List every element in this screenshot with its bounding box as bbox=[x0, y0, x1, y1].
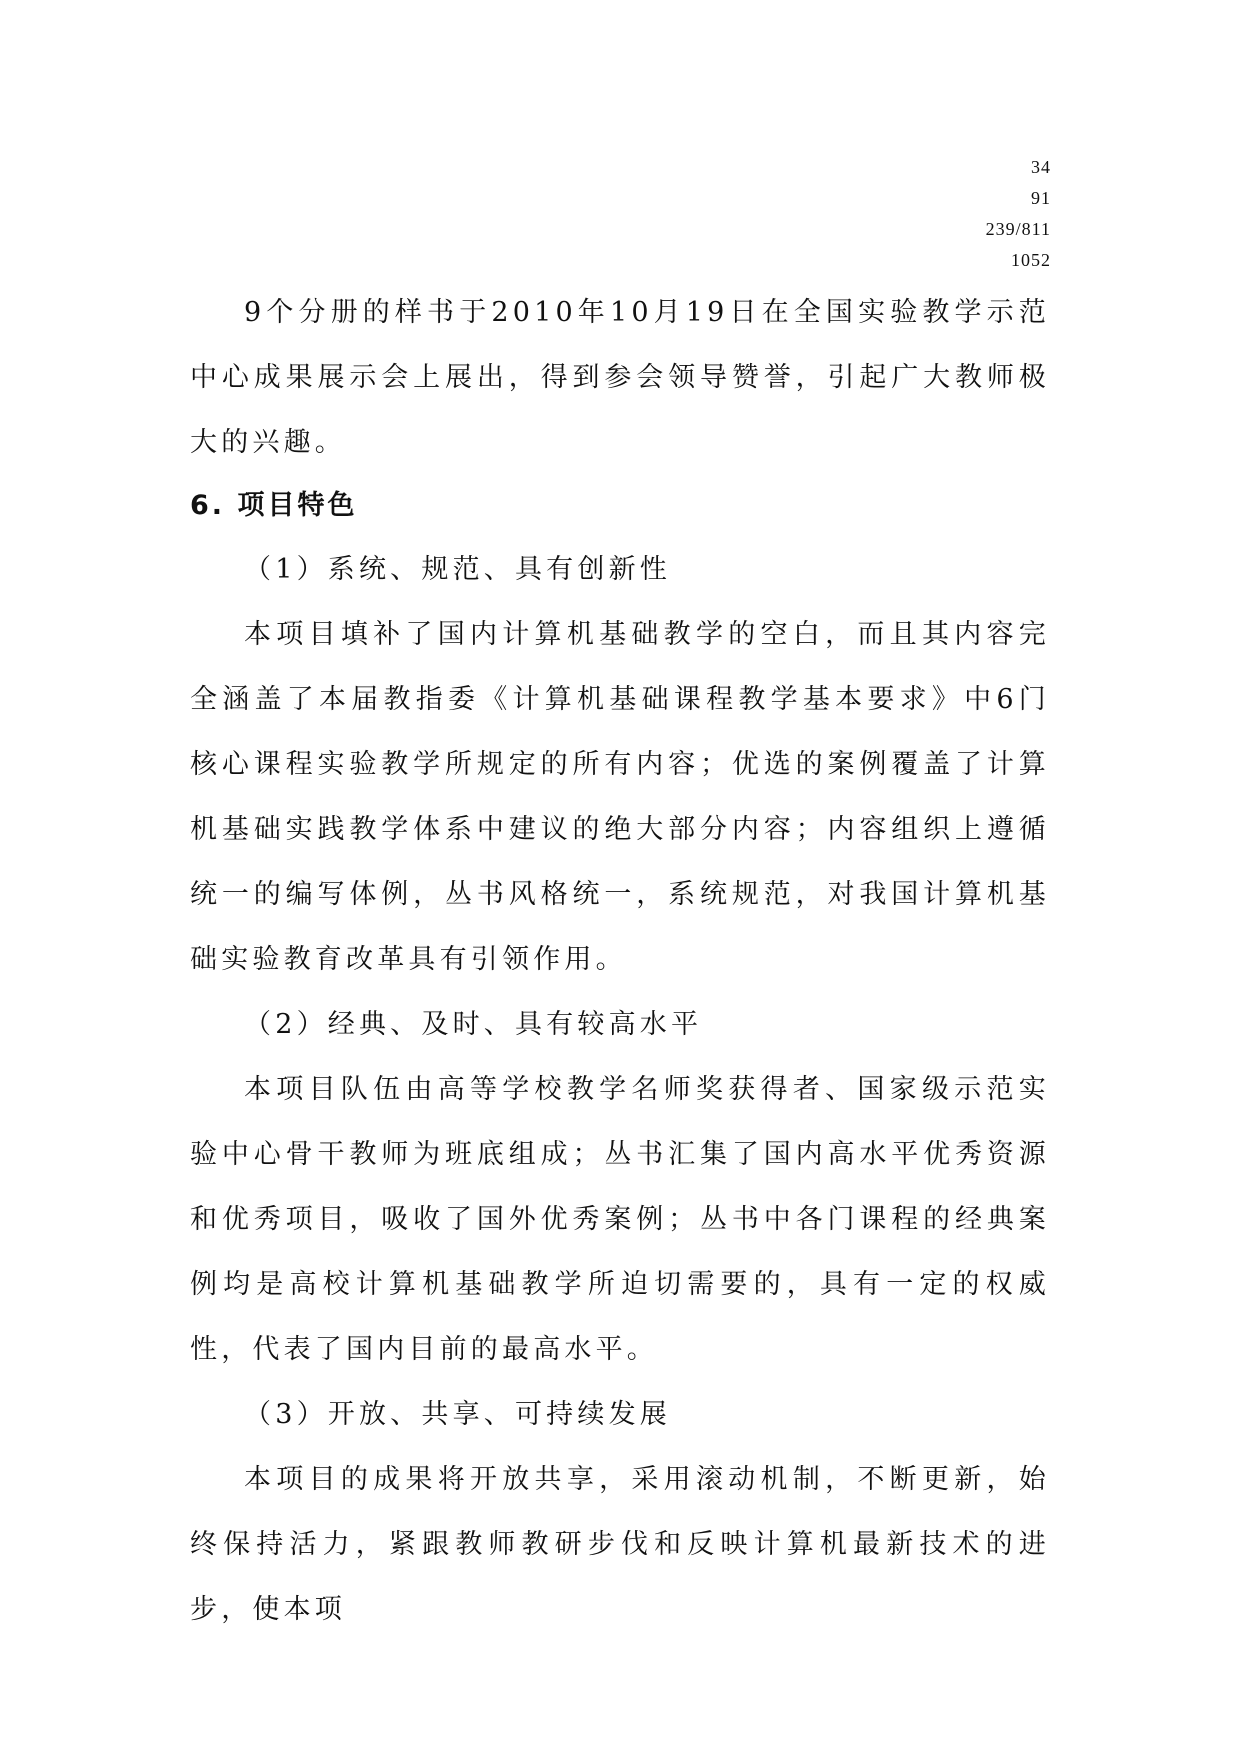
subsection-title-2: （2）经典、及时、具有较高水平 bbox=[244, 1009, 703, 1040]
margin-number: 34 bbox=[1031, 157, 1051, 177]
subsection-title-3: （3）开放、共享、可持续发展 bbox=[244, 1399, 671, 1430]
margin-numbers bbox=[986, 152, 1051, 276]
subsection-body-3: 本项目的成果将开放共享，采用滚动机制，不断更新，始终保持活力，紧跟教师教研步伐和反映计算机最新技术的进步，使本项 bbox=[190, 1464, 1050, 1625]
subsection-body-2: 本项目队伍由高等学校教学名师奖获得者、国家级示范实验中心骨干教师为班底组成；丛书汇集了国内高水平优秀资源和优秀项目，吸收了国外优秀案例；丛书中各门课程的经典案例均是高校计算机基础教学所迫切需要的，具有一定的权威性，代表了国内目前的最高水平。 bbox=[190, 1074, 1050, 1365]
margin-number: 239/811 bbox=[985, 219, 1051, 239]
subsection-body-1: 本项目填补了国内计算机基础教学的空白，而且其内容完全涵盖了本届教指委《计算机基础课程教学基本要求》中6门核心课程实验教学所规定的所有内容；优选的案例覆盖了计算机基础实践教学体系中建议的绝大部分内容；内容组织上遵循统一的编写体例，丛书风格统一，系统规范，对我国计算机基础实验教育改革具有引领作用。 bbox=[190, 619, 1050, 975]
document-body bbox=[190, 280, 1050, 1642]
margin-number: 91 bbox=[1031, 188, 1051, 208]
subsection-title-1: （1）系统、规范、具有创新性 bbox=[244, 554, 671, 585]
margin-number: 1052 bbox=[1011, 250, 1051, 270]
intro-paragraph: 9个分册的样书于2010年10月19日在全国实验教学示范中心成果展示会上展出，得到参会领导赞誉，引起广大教师极大的兴趣。 bbox=[190, 297, 1050, 458]
section-heading: 6. 项目特色 bbox=[190, 490, 358, 521]
